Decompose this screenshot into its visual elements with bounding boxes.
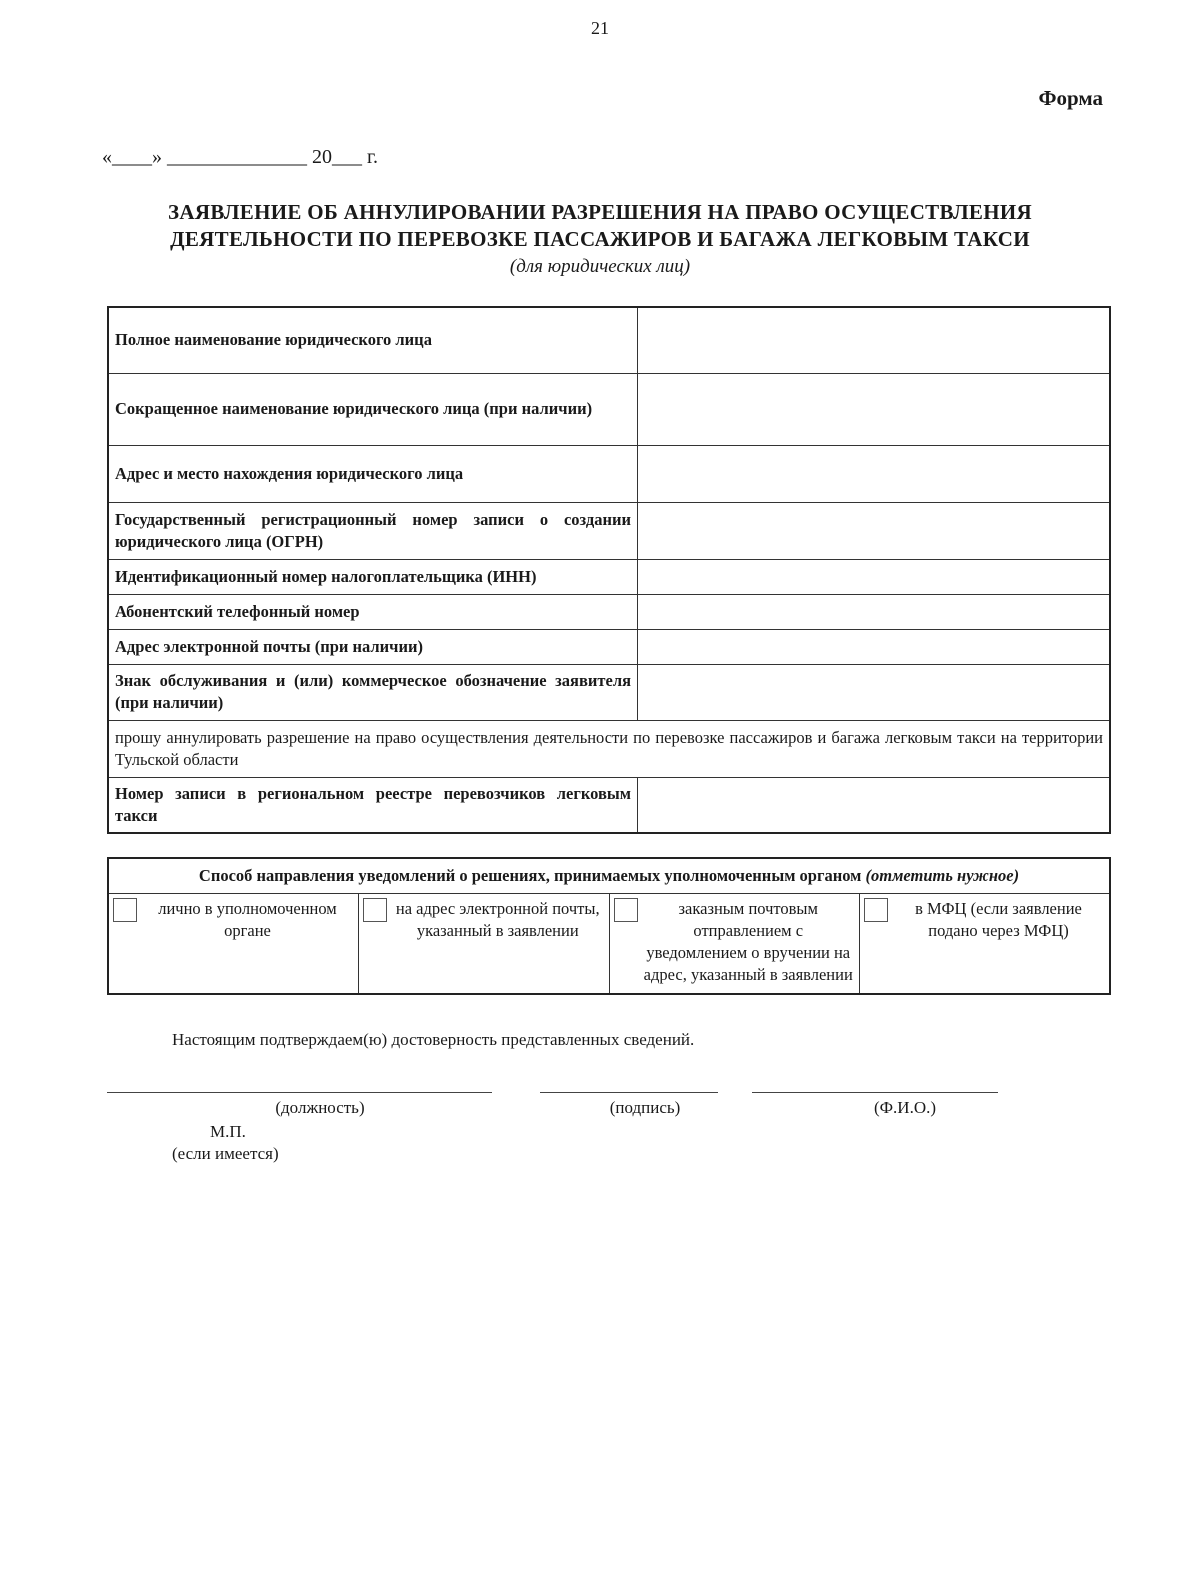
table-row [108,720,1110,777]
field-label-trademark: Знак обслуживания и (или) коммерческое обозначение заявителя (при наличии) [108,664,638,720]
notification-header-text: Способ направления уведомлений о решениях, принимаемых уполномоченным органом [198,866,862,885]
field-label-email: Адрес электронной почты (при наличии) [108,629,638,664]
field-label-ogrn: Государственный регистрационный номер записи о создании юридического лица (ОГРН) [108,502,638,559]
confirmation-text: Настоящим подтверждаем(ю) достоверность представленных сведений. [172,1030,695,1049]
table-row [108,858,1110,894]
date-line: «____» ______________ 20___ г. [102,146,378,168]
table-row [108,594,1110,629]
field-value-phone[interactable] [638,594,1111,629]
table-row [108,629,1110,664]
request-text: прошу аннулировать разрешение на право осуществления деятельности по перевозке пассажиров и багажа легковым такси на территории Тульской области [108,720,1110,777]
notification-method-table [107,857,1111,995]
document-title-line-1: ЗАЯВЛЕНИЕ ОБ АННУЛИРОВАНИИ РАЗРЕШЕНИЯ НА ПРАВО ОСУЩЕСТВЛЕНИЯ [168,200,1032,224]
checkbox-in-person[interactable] [113,898,137,922]
table-row [108,559,1110,594]
checkbox-registered-mail[interactable] [614,898,638,922]
signature-caption: (подпись) [609,1098,681,1117]
table-row [108,664,1110,720]
field-label-inn: Идентификационный номер налогоплательщика (ИНН) [108,559,638,594]
field-value-address[interactable] [638,445,1111,502]
form-label: Форма [1038,86,1103,110]
table-row [108,502,1110,559]
table-row [108,373,1110,445]
notify-option-label: в МФЦ (если заявление подано через МФЦ) [915,899,1082,940]
field-value-trademark[interactable] [638,664,1111,720]
position-caption: (должность) [275,1098,365,1117]
field-label-full-name: Полное наименование юридического лица [108,307,638,373]
applicant-info-table [107,306,1111,834]
field-value-ogrn[interactable] [638,502,1111,559]
page-number: 21 [591,18,609,38]
notify-option-in-person[interactable] [108,894,359,994]
table-row [108,894,1110,994]
full-name-signature-line[interactable] [752,1092,998,1093]
field-label-registry-number: Номер записи в региональном реестре перевозчиков легковым такси [108,777,638,833]
table-row [108,777,1110,833]
field-label-address: Адрес и место нахождения юридического лица [108,445,638,502]
notify-option-mfc[interactable] [860,894,1111,994]
document-subtitle: (для юридических лиц) [509,256,691,277]
notify-option-label: на адрес электронной почты, указанный в заявлении [395,899,600,940]
checkbox-email[interactable] [363,898,387,922]
field-value-short-name[interactable] [638,373,1111,445]
field-label-short-name: Сокращенное наименование юридического лица (при наличии) [108,373,638,445]
field-value-registry-number[interactable] [638,777,1111,833]
notify-option-label: лично в уполномоченном органе [158,899,337,940]
document-title-line-2: ДЕЯТЕЛЬНОСТИ ПО ПЕРЕВОЗКЕ ПАССАЖИРОВ И БАГАЖА ЛЕГКОВЫМ ТАКСИ [170,227,1030,251]
stamp-label: М.П. [210,1122,246,1141]
position-signature-line[interactable] [107,1092,492,1093]
field-value-inn[interactable] [638,559,1111,594]
table-row [108,307,1110,373]
checkbox-mfc[interactable] [864,898,888,922]
field-value-email[interactable] [638,629,1111,664]
notification-header-note: (отметить нужное) [865,866,1020,885]
stamp-note: (если имеется) [172,1144,279,1163]
field-value-full-name[interactable] [638,307,1111,373]
notify-option-registered-mail[interactable] [609,894,860,994]
notify-option-email[interactable] [359,894,610,994]
signature-line[interactable] [540,1092,718,1093]
notify-option-label: заказным почтовым отправлением с уведомлением о вручении на адрес, указанный в заявлении [643,899,853,984]
full-name-caption: (Ф.И.О.) [873,1098,937,1117]
field-label-phone: Абонентский телефонный номер [108,594,638,629]
table-row [108,445,1110,502]
notification-header [108,858,1110,894]
